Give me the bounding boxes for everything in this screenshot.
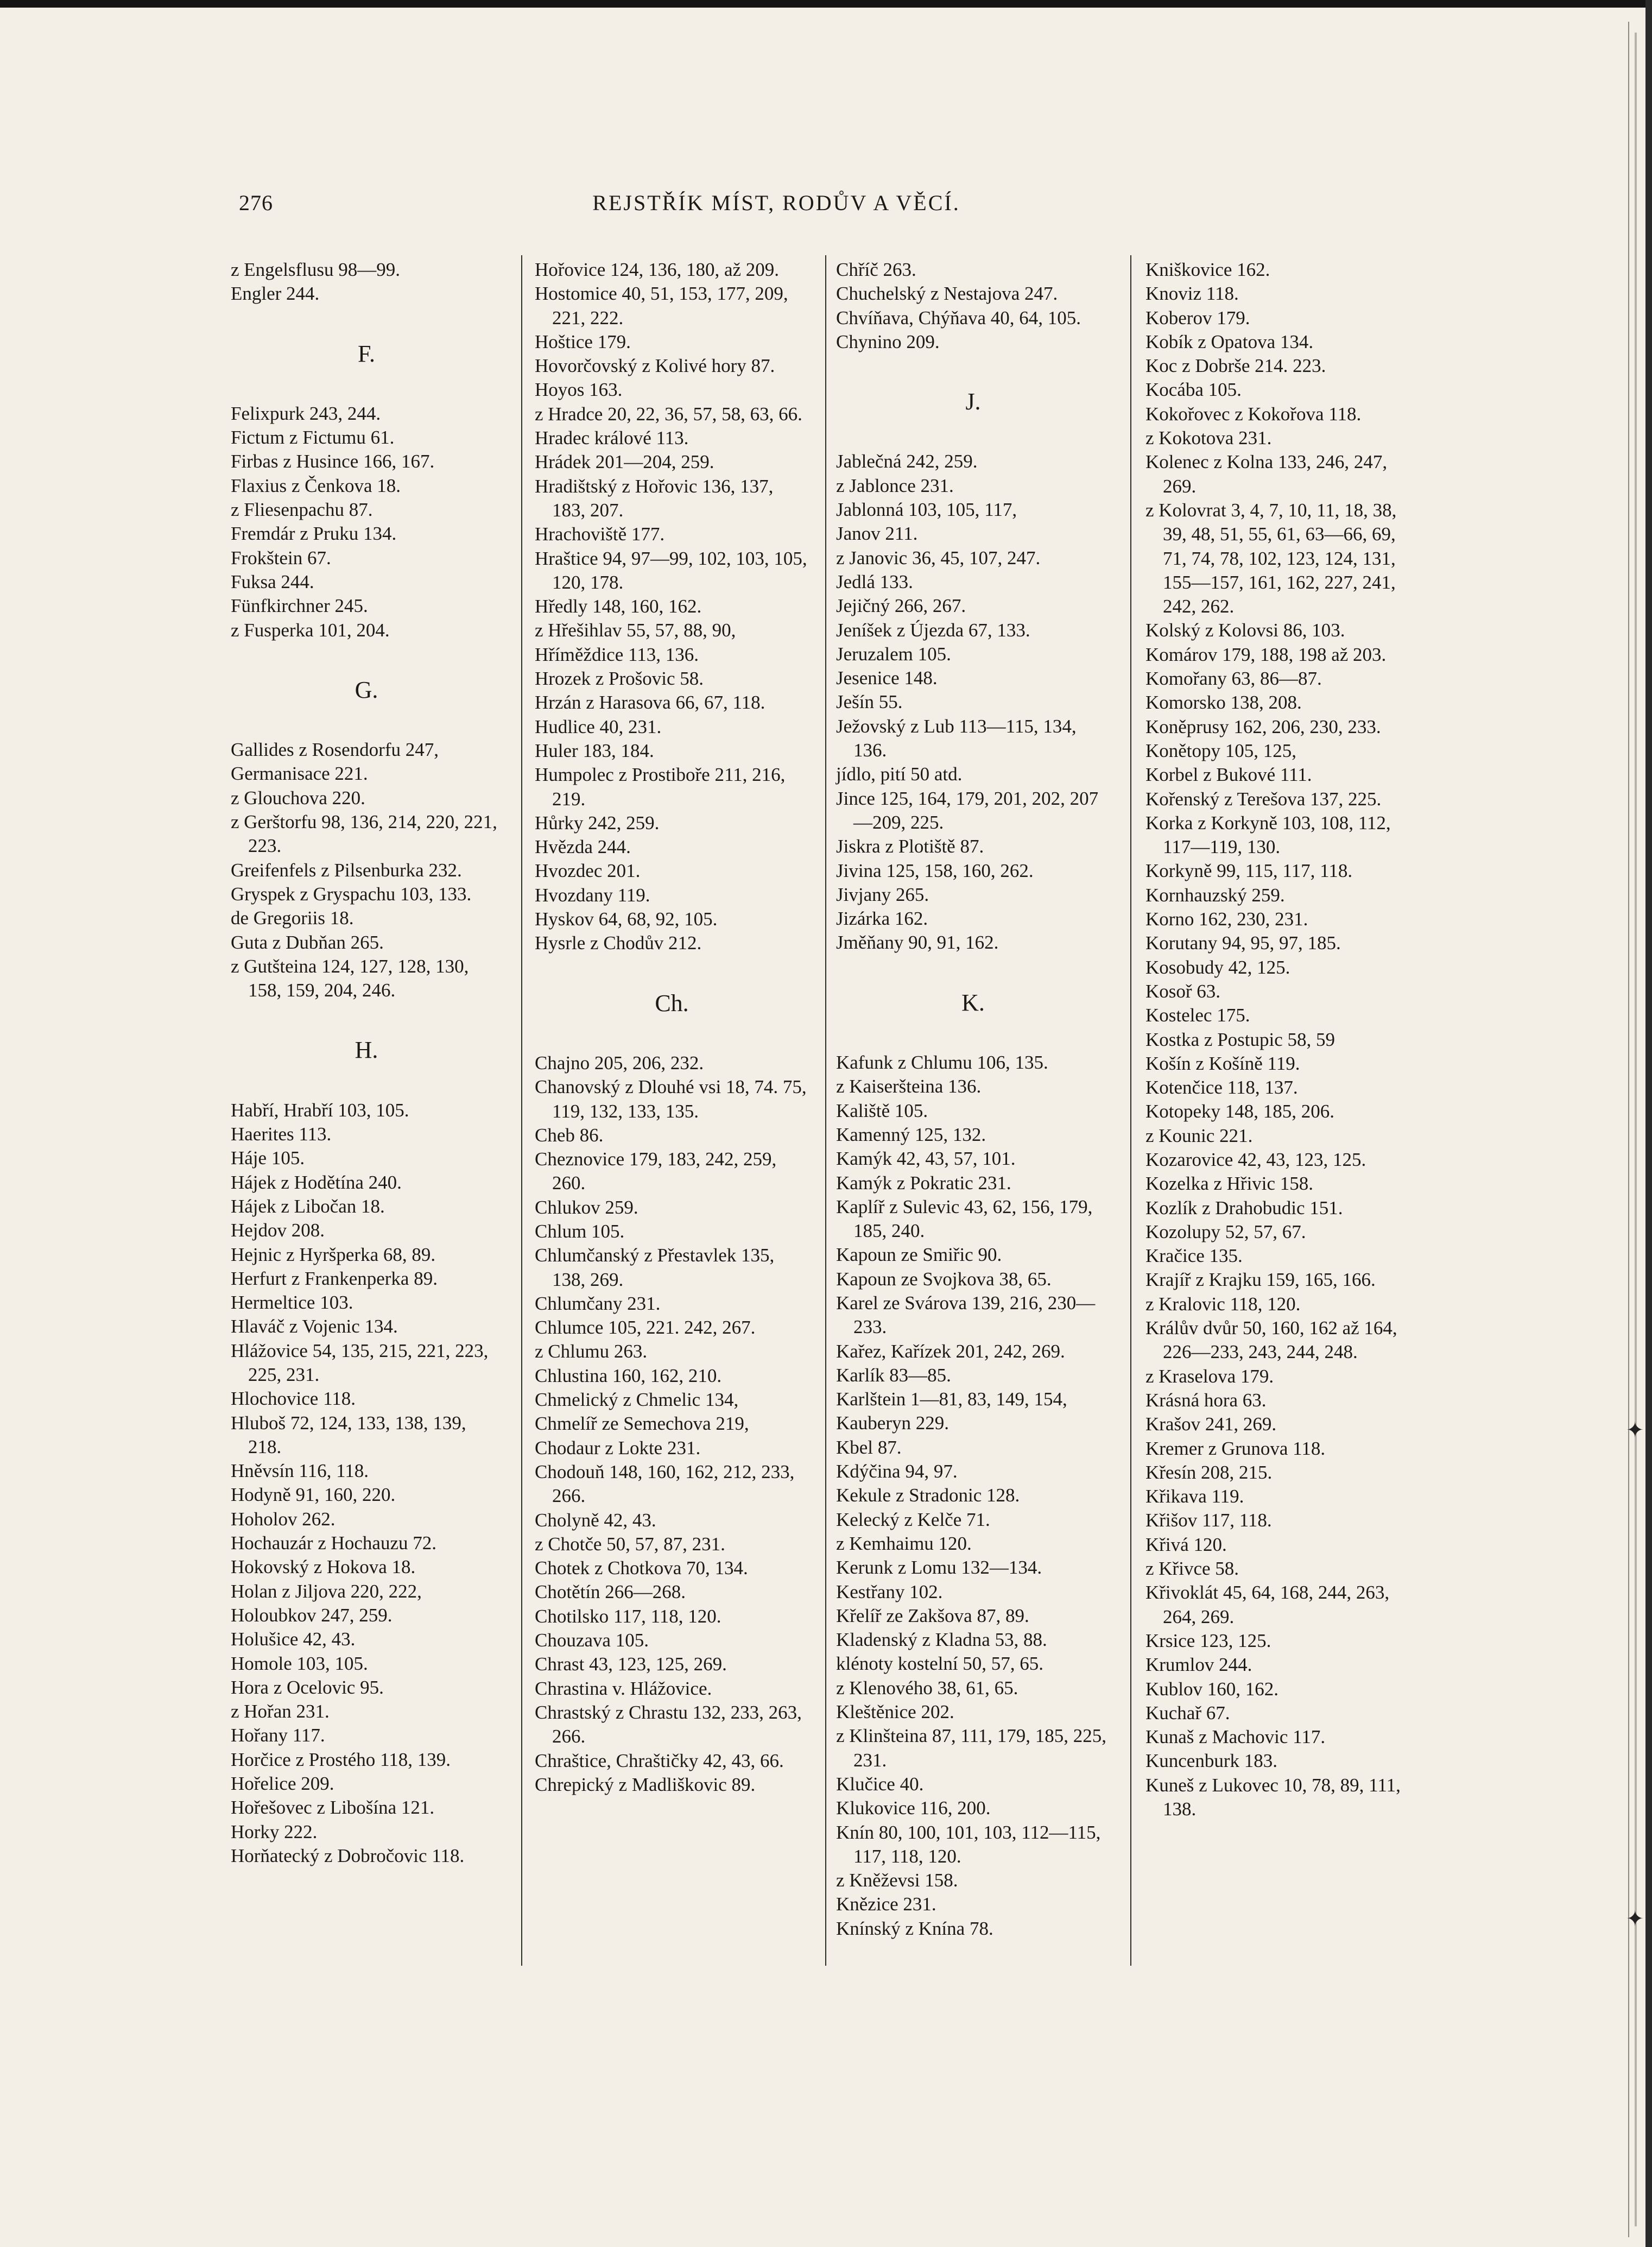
index-entry: Korbel z Bukové 111. [1145,764,1312,786]
index-entry: Chotilsko 117, 118, 120. [535,1605,721,1627]
index-entry: Komárov 179, 188, 198 až 203. [1145,643,1387,665]
index-entry: z Chotče 50, 57, 87, 231. [535,1533,725,1555]
index-entry: z Kolovrat 3, 4, 7, 10, 11, 18, 38, 39, 48, 51, 55, 61, 63—66, 69, 71, 74, 78, 102, 123, 124, 131, 155—157, 161, 162, 227, 241, 242, 262. [1145,499,1397,617]
index-entry: Hoyos 163. [535,379,623,401]
index-column-1 [231,258,502,1868]
index-entry: Kamýk z Pokratic 231. [836,1172,1011,1194]
index-entry: Chlumčanský z Přestavlek 135, 138, 269. [535,1245,775,1290]
index-entry: Krumlov 244. [1145,1654,1252,1676]
index-entry: Gryspek z Gryspachu 103, 133. [231,883,472,905]
index-entry: Košín z Košíně 119. [1145,1052,1300,1074]
index-entry: Hovorčovský z Kolivé hory 87. [535,355,775,377]
index-entry: Hradec králové 113. [535,427,689,449]
index-entry: Kniškovice 162. [1145,259,1270,280]
index-entry: Krajíř z Krajku 159, 165, 166. [1145,1269,1376,1291]
index-entry: Krašov 241, 269. [1145,1413,1277,1435]
index-entry: Klučice 40. [836,1773,924,1795]
index-entry: Hraštice 94, 97—99, 102, 103, 105, 120, 178. [535,547,807,593]
index-entry: Karlštein 1—81, 83, 149, 154, [836,1388,1067,1410]
index-entry: Chmelický z Chmelic 134, [535,1389,739,1411]
index-entry: Kerunk z Lomu 132—134. [836,1557,1042,1579]
index-entry: Komorsko 138, 208. [1145,692,1302,714]
index-entry: Hoholov 262. [231,1508,336,1530]
index-entry: jídlo, pití 50 atd. [836,763,963,785]
section-letter-heading: H. [355,1037,378,1064]
index-entry: Kuneš z Lukovec 10, 78, 89, 111, 138. [1145,1774,1401,1820]
index-entry: Kozlík z Drahobudic 151. [1145,1197,1343,1219]
index-entry: Korutany 94, 95, 97, 185. [1145,932,1341,954]
index-entry: Chajno 205, 206, 232. [535,1052,704,1074]
index-entry: Králův dvůr 50, 160, 162 až 164, 226—233, 243, 244, 248. [1145,1317,1397,1363]
margin-mark-icon: ✦ [1626,1418,1644,1442]
index-entry: Hůrky 242, 259. [535,812,660,834]
index-entry: Kaplíř z Sulevic 43, 62, 156, 179, 185, 240. [836,1196,1093,1242]
index-entry: Herfurt z Frankenperka 89. [231,1267,438,1289]
index-entry: Korno 162, 230, 231. [1145,908,1308,930]
index-entry: Knoviz 118. [1145,283,1239,305]
index-entry: Felixpurk 243, 244. [231,402,381,424]
index-entry: Hlážovice 54, 135, 215, 221, 223, 225, 231. [231,1340,489,1385]
index-entry: Hrachoviště 177. [535,523,665,545]
index-entry: Koněprusy 162, 206, 230, 233. [1145,716,1381,737]
index-entry: z Kokotova 231. [1145,427,1272,449]
index-entry: Jizárka 162. [836,908,928,930]
index-entry: Kublov 160, 162. [1145,1678,1278,1700]
index-entry: Fuksa 244. [231,571,314,592]
index-entry: Křivá 120. [1145,1533,1227,1555]
index-entry: Křelíř ze Zakšova 87, 89. [836,1605,1029,1626]
index-entry: Karel ze Svárova 139, 216, 230—233. [836,1292,1096,1338]
index-entry: Kostelec 175. [1145,1005,1250,1026]
index-entry: Chanovský z Dlouhé vsi 18, 74. 75, 119, 132, 133, 135. [535,1076,807,1122]
section-letter-heading: Ch. [655,989,689,1017]
index-entry: Koberov 179. [1145,307,1250,329]
index-entry: Germanisace 221. [231,763,368,785]
index-entry: Hořovice 124, 136, 180, až 209. [535,259,780,280]
index-entry: Hvězda 244. [535,836,631,858]
index-entry: Jeruzalem 105. [836,643,951,665]
index-entry: Kafunk z Chlumu 106, 135. [836,1052,1048,1074]
index-entry: Chvíňava, Chýňava 40, 64, 105. [836,307,1081,329]
index-entry: Kremer z Grunova 118. [1145,1437,1326,1459]
page-header [239,179,1314,223]
index-entry: Jince 125, 164, 179, 201, 202, 207—209, 225. [836,787,1099,833]
index-entry: Hořelice 209. [231,1773,334,1795]
index-entry: Hodyně 91, 160, 220. [231,1484,396,1506]
index-entry: z Glouchova 220. [231,787,365,809]
index-entry: z Hřešihlav 55, 57, 88, 90, [535,620,736,641]
scan-edge-line [1635,33,1637,2226]
index-entry: Ježovský z Lub 113—115, 134, 136. [836,715,1077,761]
index-entry: Jablonná 103, 105, 117, [836,499,1017,521]
index-entry: Jivina 125, 158, 160, 262. [836,860,1034,881]
page-number: 276 [239,191,273,215]
index-entry: Hořešovec z Libošína 121. [231,1797,435,1819]
index-entry: Kolenec z Kolna 133, 246, 247, 269. [1145,451,1388,497]
index-entry: Chotek z Chotkova 70, 134. [535,1557,748,1579]
column-divider-1 [521,255,522,1966]
index-entry: Fictum z Fictumu 61. [231,427,395,449]
index-entry: Hořany 117. [231,1725,325,1746]
index-entry: klénoty kostelní 50, 57, 65. [836,1653,1044,1675]
index-entry: Chlumce 105, 221. 242, 267. [535,1317,756,1339]
page-title: REJSTŘÍK MÍST, RODŮV A VĚCÍ. [592,191,960,215]
index-entry: Frokštein 67. [231,547,331,569]
index-entry: Kozarovice 42, 43, 123, 125. [1145,1148,1366,1170]
index-entry: Engler 244. [231,283,320,305]
index-entry: Kunaš z Machovic 117. [1145,1726,1326,1748]
index-entry: z Gutšteina 124, 127, 128, 130, 158, 159, 204, 246. [231,955,469,1001]
index-entry: Chuchelský z Nestajova 247. [836,283,1058,305]
index-entry: Jesenice 148. [836,667,938,689]
index-entry: Jablečná 242, 259. [836,451,978,472]
index-column-4 [1145,258,1417,1821]
index-entry: Kosobudy 42, 125. [1145,956,1290,978]
index-entry: Kamenný 125, 132. [836,1124,986,1145]
index-entry: Hora z Ocelovic 95. [231,1676,384,1698]
index-entry: Jměňany 90, 91, 162. [836,932,999,954]
index-entry: Hvozdec 201. [535,860,641,882]
index-entry: Guta z Dubňan 265. [231,931,384,953]
index-entry: Kelecký z Kelče 71. [836,1508,990,1530]
index-entry: Hájek z Hodětína 240. [231,1171,402,1193]
index-entry: Chodouň 148, 160, 162, 212, 233, 266. [535,1461,795,1507]
index-entry: Chrastina v. Hlážovice. [535,1677,712,1699]
index-entry: z Křivce 58. [1145,1558,1239,1580]
index-entry: z Kralovic 118, 120. [1145,1293,1301,1315]
index-entry: Chrast 43, 123, 125, 269. [535,1653,727,1675]
index-entry: Klukovice 116, 200. [836,1797,991,1819]
index-entry: Hejnic z Hyršperka 68, 89. [231,1244,436,1265]
index-entry: Cheznovice 179, 183, 242, 259, 260. [535,1148,777,1194]
index-entry: z Engelsflusu 98—99. [231,259,401,280]
index-entry: z Kounic 221. [1145,1125,1253,1146]
index-entry: Hejdov 208. [231,1220,325,1241]
index-entry: Chodaur z Lokte 231. [535,1437,701,1459]
index-entry: Kuncenburk 183. [1145,1750,1278,1772]
index-entry: Kaliště 105. [836,1100,928,1121]
index-entry: Kostka z Postupic 58, 59 [1145,1028,1335,1050]
index-entry: Kdýčina 94, 97. [836,1461,958,1482]
index-entry: Chrastský z Chrastu 132, 233, 263, 266. [535,1701,802,1747]
scan-top-border [0,0,1652,8]
index-entry: Hradištský z Hořovic 136, 137, 183, 207. [535,475,774,521]
index-entry: Horňatecký z Dobročovic 118. [231,1845,465,1866]
index-entry: Kařez, Kařízek 201, 242, 269. [836,1340,1065,1362]
index-entry: z Jablonce 231. [836,475,954,496]
index-entry: Firbas z Husince 166, 167. [231,451,435,472]
index-entry: Křesín 208, 215. [1145,1461,1273,1483]
section-letter-heading: K. [961,989,985,1016]
index-entry: Hyskov 64, 68, 92, 105. [535,908,718,930]
index-entry: Komořany 63, 86—87. [1145,668,1322,690]
index-entry: z Kněževsi 158. [836,1870,958,1891]
index-entry: Hokovský z Hokova 18. [231,1556,416,1578]
index-entry: Kbel 87. [836,1436,902,1458]
index-entry: Holoubkov 247, 259. [231,1604,393,1626]
index-entry: Hysrle z Chodův 212. [535,932,702,954]
index-entry: Hudlice 40, 231. [535,716,662,737]
index-entry: Homole 103, 105. [231,1652,368,1674]
index-entry: Chlukov 259. [535,1196,638,1218]
index-entry: Jedlá 133. [836,571,913,592]
index-entry: Kocába 105. [1145,379,1242,401]
index-entry: Jivjany 265. [836,883,929,905]
index-entry: Greifenfels z Pilsenburka 232. [231,859,462,881]
index-entry: Hředly 148, 160, 162. [535,596,702,617]
index-entry: Kokořovec z Kokořova 118. [1145,403,1362,425]
index-entry: z Kemhaimu 120. [836,1532,972,1554]
index-entry: Chraštice, Chraštičky 42, 43, 66. [535,1750,784,1771]
index-entry: z Hořan 231. [231,1701,330,1722]
index-entry: Konětopy 105, 125, [1145,740,1297,761]
column-divider-2 [825,255,826,1966]
index-entry: Hermeltice 103. [231,1292,353,1314]
section-letter-heading: G. [355,676,378,703]
index-entry: Horky 222. [231,1821,318,1842]
index-entry: Hlochovice 118. [231,1388,356,1410]
index-entry: Huler 183, 184. [535,740,654,761]
index-entry: Karlík 83—85. [836,1364,951,1386]
index-entry: Háje 105. [231,1147,305,1169]
index-entry: Kestřany 102. [836,1581,943,1602]
index-entry: Chynino 209. [836,331,940,352]
index-entry: Janov 211. [836,523,918,545]
index-entry: Cholyně 42, 43. [535,1509,656,1531]
index-entry: Horčice z Prostého 118, 139. [231,1749,451,1770]
index-entry: Hvozdany 119. [535,884,650,906]
index-entry: Křikava 119. [1145,1486,1244,1507]
index-entry: Kleštěnice 202. [836,1701,954,1723]
index-entry: Hříměždice 113, 136. [535,643,699,665]
index-entry: Krásná hora 63. [1145,1389,1267,1411]
index-entry: Humpolec z Prostiboře 211, 216, 219. [535,764,786,810]
section-letter-heading: F. [358,340,375,367]
index-entry: Hájek z Libočan 18. [231,1195,385,1217]
index-entry: Chlumčany 231. [535,1292,661,1314]
index-entry: Gallides z Rosendorfu 247, [231,739,439,761]
index-entry: Jiskra z Plotiště 87. [836,836,984,857]
index-entry: Kolský z Kolovsi 86, 103. [1145,620,1345,641]
index-entry: Fremdár z Pruku 134. [231,523,397,545]
index-entry: Chlustina 160, 162, 210. [535,1365,722,1386]
index-column-2 [535,258,809,1797]
index-entry: Fünfkirchner 245. [231,595,368,617]
index-entry: Chlum 105. [535,1220,625,1242]
index-entry: Kotopeky 148, 185, 206. [1145,1101,1335,1122]
index-entry: z Fliesenpachu 87. [231,499,373,521]
index-entry: Hochauzár z Hochauzu 72. [231,1532,436,1554]
index-entry: z Kaiseršteina 136. [836,1076,982,1097]
index-entry: Knínský z Knína 78. [836,1917,993,1939]
index-entry: z Janovic 36, 45, 107, 247. [836,547,1041,569]
index-entry: Krsice 123, 125. [1145,1630,1271,1651]
index-entry: Kapoun ze Svojkova 38, 65. [836,1268,1052,1290]
index-entry: Habří, Hrabří 103, 105. [231,1099,409,1121]
index-entry: z Klenového 38, 61, 65. [836,1677,1018,1699]
index-entry: Koc z Dobrše 214. 223. [1145,355,1326,377]
index-entry: Kořenský z Terešova 137, 225. [1145,788,1382,810]
index-entry: Jejičný 266, 267. [836,595,966,617]
scan-crease [1628,22,1629,2237]
index-entry: z Gerštorfu 98, 136, 214, 220, 221, 223. [231,811,497,857]
index-entry: Kobík z Opatova 134. [1145,331,1314,352]
index-entry: Chříč 263. [836,259,916,280]
index-entry: Knín 80, 100, 101, 103, 112—115, 117, 118, 120. [836,1821,1101,1867]
index-entry: Kozolupy 52, 57, 67. [1145,1221,1306,1242]
index-entry: Kotenčice 118, 137. [1145,1077,1298,1099]
index-entry: Hluboš 72, 124, 133, 138, 139, 218. [231,1412,466,1457]
index-entry: Hrzán z Harasova 66, 67, 118. [535,692,765,714]
index-entry: Hrádek 201—204, 259. [535,451,714,473]
index-entry: Kamýk 42, 43, 57, 101. [836,1148,1016,1170]
index-entry: z Fusperka 101, 204. [231,619,390,641]
column-divider-3 [1130,255,1131,1966]
index-entry: de Gregoriis 18. [231,907,354,929]
index-entry: Flaxius z Čenkova 18. [231,475,401,496]
index-entry: Hněvsín 116, 118. [231,1460,369,1482]
index-entry: Haerites 113. [231,1124,332,1145]
index-entry: Holušice 42, 43. [231,1629,356,1650]
index-entry: Kornhauzský 259. [1145,884,1285,906]
margin-mark-icon: ✦ [1626,1907,1644,1931]
scan-right-border [1645,0,1652,2247]
index-entry: Kozelka z Hřivic 158. [1145,1173,1314,1195]
index-entry: Kapoun ze Smiřic 90. [836,1244,1002,1266]
index-entry: Chotětín 266—268. [535,1581,686,1603]
index-entry: z Klinšteina 87, 111, 179, 185, 225, 231. [836,1725,1107,1771]
index-entry: Cheb 86. [535,1124,604,1146]
index-entry: Křivoklát 45, 64, 168, 244, 263, 264, 269. [1145,1582,1390,1627]
index-column-3 [836,258,1110,1941]
index-entry: Knězice 231. [836,1893,936,1915]
index-entry: Kuchař 67. [1145,1702,1230,1724]
index-entry: Ješín 55. [836,691,903,713]
index-entry: Hrozek z Prošovic 58. [535,668,704,690]
index-entry: Korka z Korkyně 103, 108, 112, 117—119, 130. [1145,812,1391,858]
index-entry: Kauberyn 229. [836,1412,950,1434]
index-entry: Kračice 135. [1145,1245,1243,1267]
index-entry: Chrepický z Madliškovic 89. [535,1773,756,1795]
index-entry: Chmelíř ze Semechova 219, [535,1413,749,1435]
index-entry: Hoštice 179. [535,331,631,352]
index-entry: z Kraselova 179. [1145,1365,1274,1387]
index-entry: Korkyně 99, 115, 117, 118. [1145,860,1353,882]
index-entry: Chouzava 105. [535,1630,649,1651]
section-letter-heading: J. [965,388,981,415]
index-entry: Kladenský z Kladna 53, 88. [836,1629,1047,1651]
index-entry: Kekule z Stradonic 128. [836,1485,1020,1506]
index-entry: Křišov 117, 118. [1145,1510,1272,1531]
index-entry: Hostomice 40, 51, 153, 177, 209, 221, 222. [535,283,788,329]
index-entry: Jeníšek z Újezda 67, 133. [836,619,1030,641]
index-entry: Hlaváč z Vojenic 134. [231,1316,398,1337]
index-entry: Holan z Jiljova 220, 222, [231,1580,422,1602]
index-entry: Kosoř 63. [1145,980,1221,1002]
index-entry: z Chlumu 263. [535,1341,648,1362]
index-entry: z Hradce 20, 22, 36, 57, 58, 63, 66. [535,403,802,425]
